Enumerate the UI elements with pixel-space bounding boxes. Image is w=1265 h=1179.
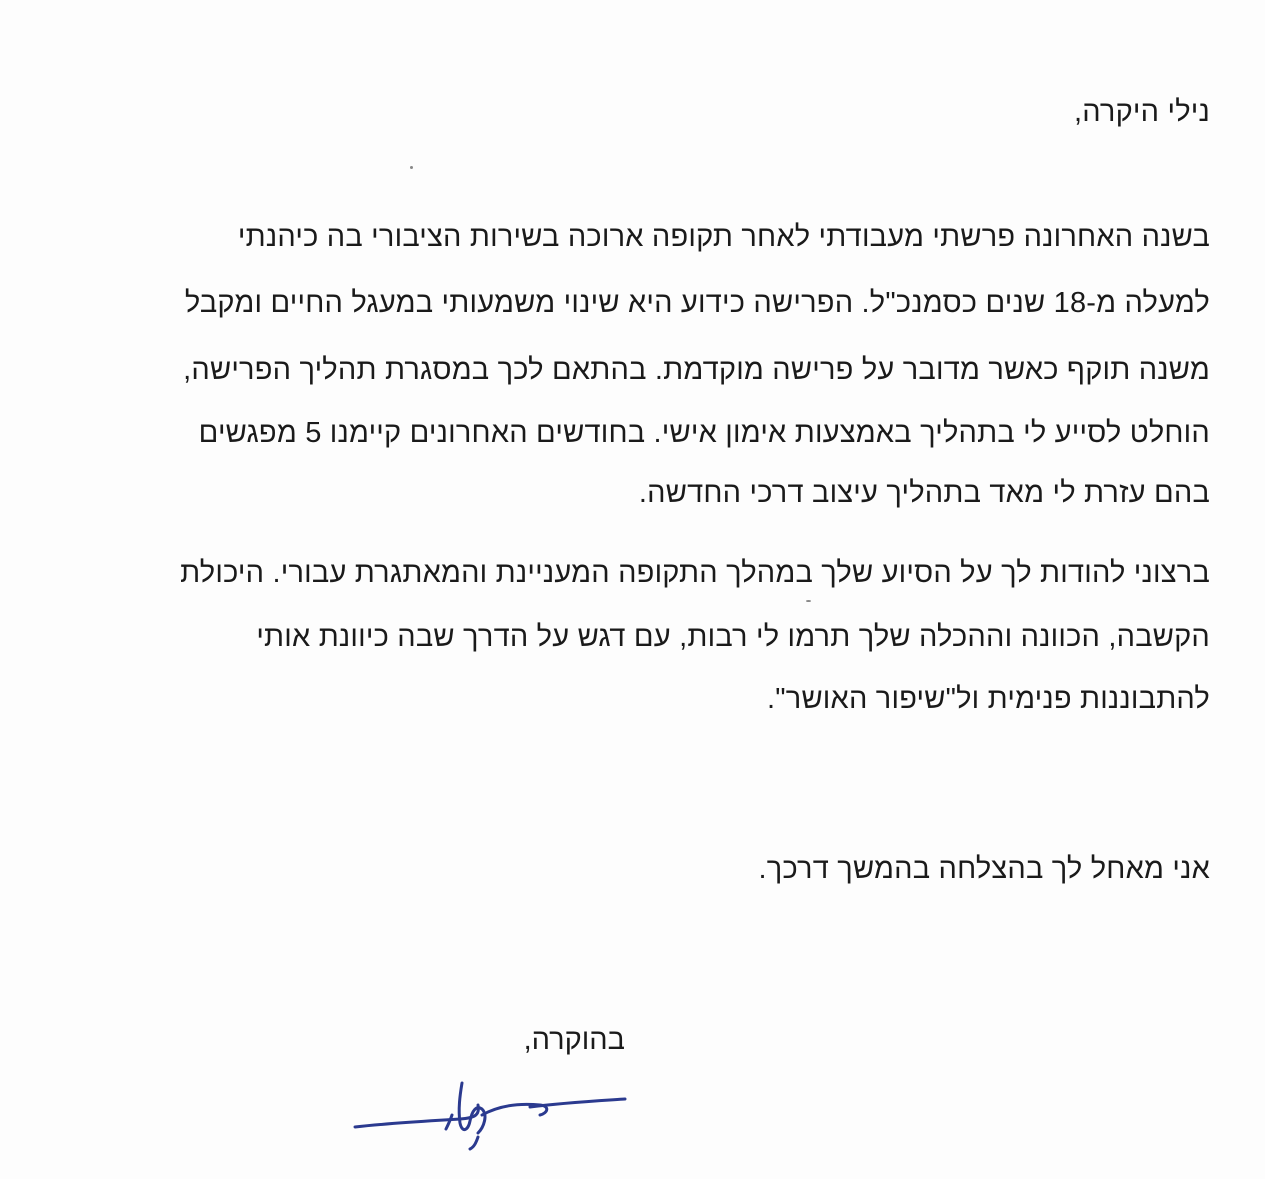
paragraph1-line: משנה תוקף כאשר מדובר על פרישה מוקדמת. בהתאם לכך במסגרת תהליך הפרישה, [183,354,1210,386]
paragraph2-line: ברצוני להודות לך על הסיוע שלך במהלך התקופה המעניינת והמאתגרת עבורי. היכולת [180,557,1210,589]
closing-wish: אני מאחל לך בהצלחה בהמשך דרכך. [758,853,1210,885]
paragraph1-line: בשנה האחרונה פרשתי מעבודתי לאחר תקופה ארוכה בשירות הציבורי בה כיהנתי [237,221,1210,253]
paragraph2-line: להתבוננות פנימית ול"שיפור האושר". [767,683,1210,715]
signature-stroke [530,1099,625,1107]
signature-stroke [446,1115,452,1129]
signature-stroke [470,1137,478,1149]
paragraph1-line: בהם עזרת לי מאד בתהליך עיצוב דרכי החדשה. [638,477,1210,509]
scan-speck [806,600,811,602]
paragraph1-line: למעלה מ-18 שנים כסמנכ"ל. הפרישה כידוע היא שינוי משמעותי במעגל החיים ומקבל [184,287,1210,319]
greeting: נילי היקרה, [1073,96,1210,128]
paragraph1-line: הוחלט לסייע לי בתהליך באמצעות אימון אישי. בחודשים האחרונים קיימנו 5 מפגשים [198,417,1210,449]
signature-stroke [459,1083,485,1133]
paragraph2-line: הקשבה, הכוונה וההכלה שלך תרמו לי רבות, עם דגש על הדרך שבה כיוונת אותי [256,621,1210,653]
handwritten-signature [350,1075,635,1155]
closing-salutation: בהוקרה, [523,1024,625,1056]
scan-speck [410,166,413,169]
